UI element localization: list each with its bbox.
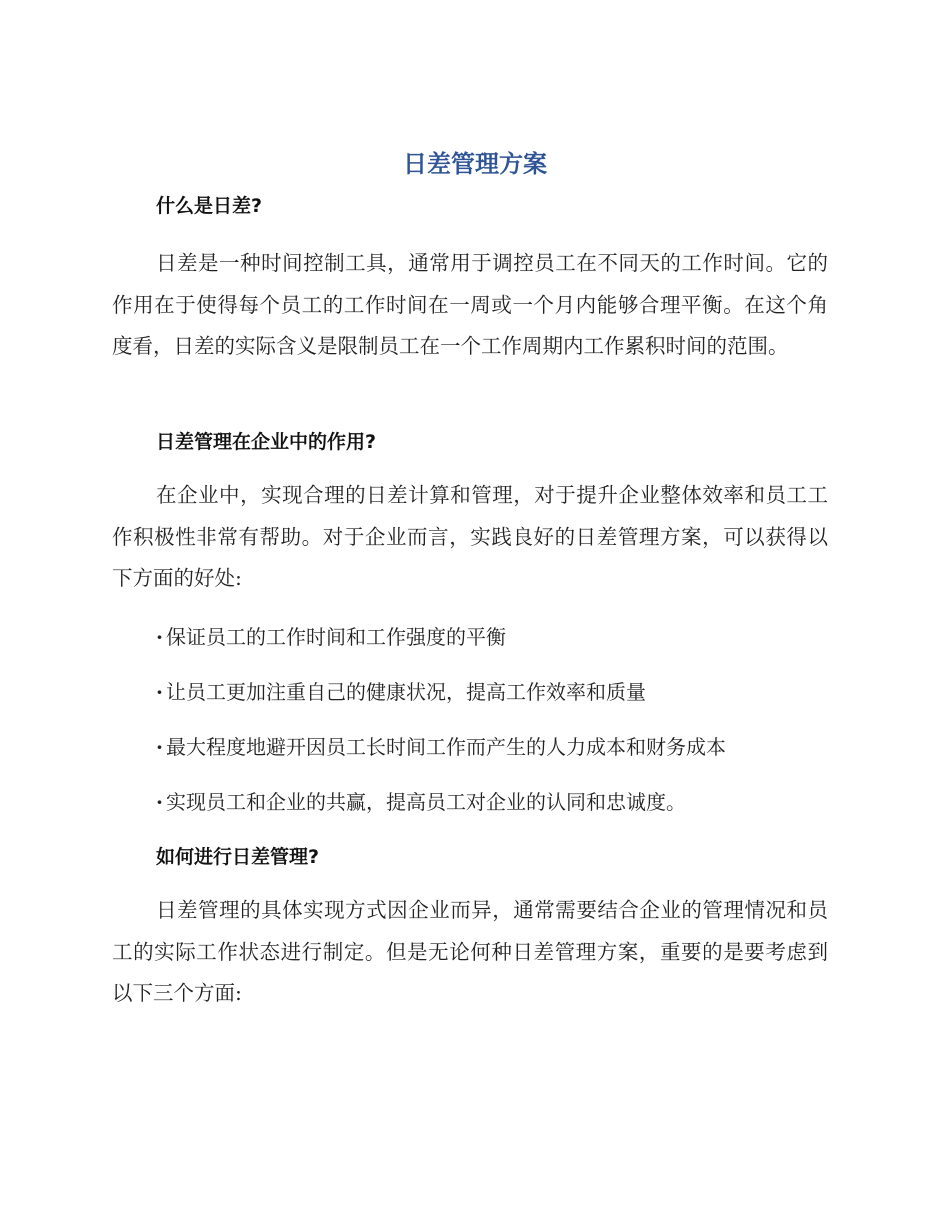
- bullet-marker-icon: ·: [156, 625, 163, 649]
- section-heading-what-is: 什么是日差?: [156, 195, 263, 217]
- bullet-marker-icon: ·: [156, 790, 163, 814]
- list-item: · 让员工更加注重自己的健康状况，提高工作效率和质量: [156, 680, 646, 704]
- bullet-marker-icon: ·: [156, 735, 163, 759]
- document-title: 日差管理方案: [403, 150, 547, 178]
- bullet-marker-icon: ·: [156, 680, 163, 704]
- paragraph-role: 在企业中，实现合理的日差计算和管理，对于提升企业整体效率和员工工作积极性非常有帮助。对于企业而言，实践良好的日差管理方案，可以获得以下方面的好处:: [112, 483, 828, 590]
- paragraph-how: 日差管理的具体实现方式因企业而异，通常需要结合企业的管理情况和员工的实际工作状态进行制定。但是无论何种日差管理方案，重要的是要考虑到以下三个方面:: [112, 898, 828, 1005]
- section-heading-how: 如何进行日差管理?: [156, 846, 320, 868]
- section-heading-role: 日差管理在企业中的作用?: [156, 431, 377, 453]
- paragraph-definition: 日差是一种时间控制工具，通常用于调控员工在不同天的工作时间。它的作用在于使得每个员工的工作时间在一周或一个月内能够合理平衡。在这个角度看，日差的实际含义是限制员工在一个工作周期内工作累积时间的范围。: [112, 251, 828, 358]
- list-item: · 实现员工和企业的共赢，提高员工对企业的认同和忠诚度。: [156, 790, 686, 814]
- list-item: · 最大程度地避开因员工长时间工作而产生的人力成本和财务成本: [156, 735, 726, 759]
- list-item: · 保证员工的工作时间和工作强度的平衡: [156, 625, 506, 649]
